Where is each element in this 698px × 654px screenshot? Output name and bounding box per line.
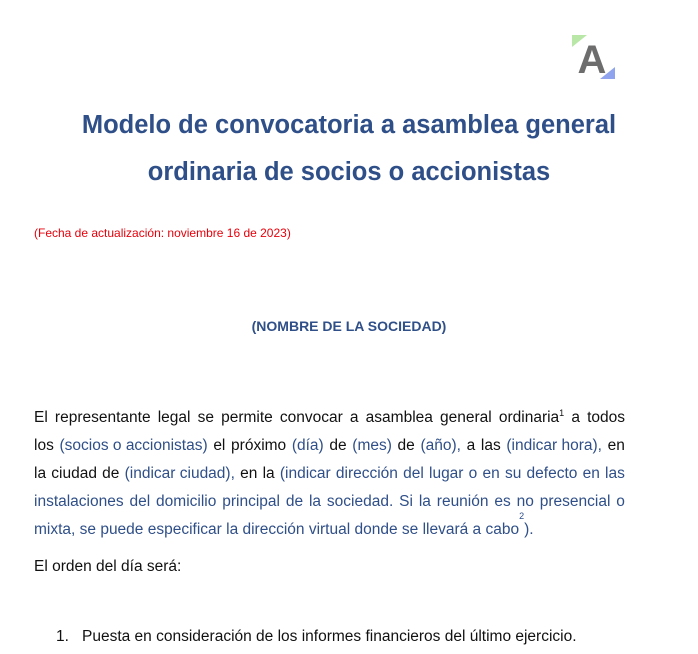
title-line-2: ordinaria de socios o accionistas	[147, 158, 551, 186]
paragraph-line: los (socios o accionistas) el próximo (día) de (mes) de (año), a las (indicar hora), en	[34, 432, 625, 460]
paragraph-line: El representante legal se permite convocar a asamblea general ordinaria$^1$ a todos	[34, 408, 625, 426]
agenda-item-number: 1.	[56, 628, 69, 645]
agenda-intro: El orden del día será:	[34, 558, 182, 575]
footnote-ref-2: 2	[519, 511, 525, 521]
placeholder-virtual-address: mixta, se puede especificar la dirección virtual donde se llevará a cabo	[34, 521, 520, 538]
placeholder-mes: (mes)	[352, 437, 392, 454]
document-title	[0, 113, 698, 194]
agenda-item-text: Puesta en consideración de los informes financieros del último ejercicio.	[82, 628, 577, 645]
update-date-note: (Fecha de actualización: noviembre 16 de 2023)	[34, 226, 291, 240]
company-name-placeholder: (NOMBRE DE LA SOCIEDAD)	[251, 318, 447, 334]
paragraph-line: la ciudad de (indicar ciudad), en la (indicar dirección del lugar o en su defecto en las	[34, 460, 625, 488]
placeholder-anio: (año),	[420, 437, 461, 454]
footnote-ref-1: 1	[559, 408, 565, 418]
paragraph-line: instalaciones del domicilio principal de la sociedad. Si la reunión es no presencial o	[34, 493, 625, 510]
document-logo-icon	[569, 33, 617, 81]
agenda-item	[56, 628, 577, 646]
paragraph-line: mixta, se puede especificar la dirección virtual donde se llevará a cabo 2 ).	[34, 516, 625, 544]
logo-letter: A	[577, 38, 607, 81]
placeholder-hora: (indicar hora),	[506, 437, 602, 454]
placeholder-dia: (día)	[291, 437, 324, 454]
title-line-1: Modelo de convocatoria a asamblea general	[81, 111, 617, 139]
placeholder-ciudad: (indicar ciudad),	[124, 465, 235, 482]
placeholder-socios: (socios o accionistas)	[59, 437, 208, 454]
convocation-paragraph	[34, 404, 625, 544]
